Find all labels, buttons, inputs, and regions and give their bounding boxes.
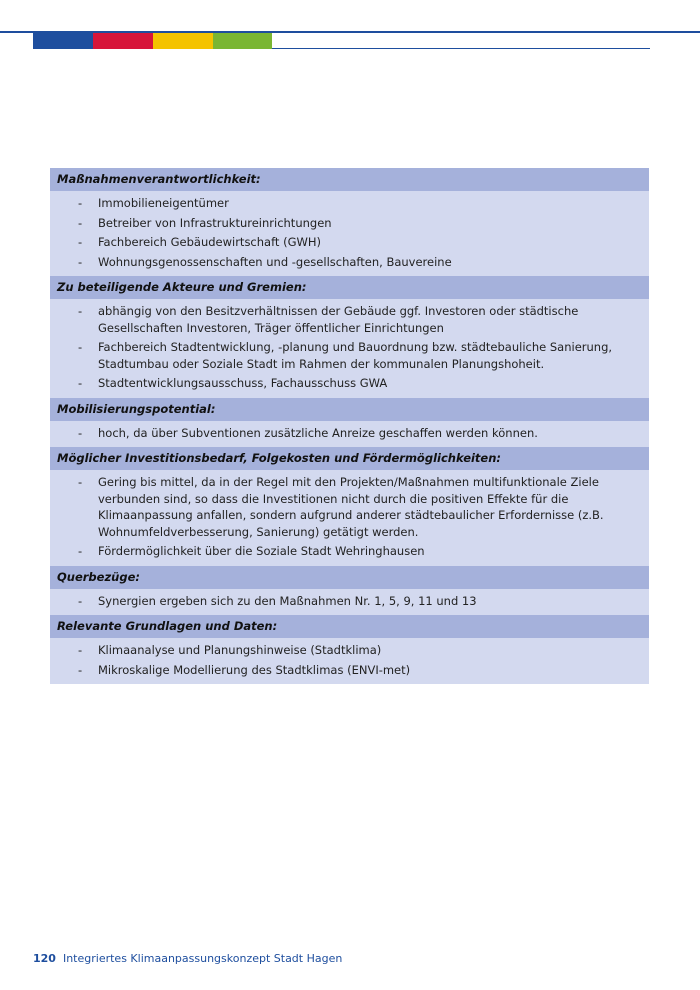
section-responsibility xyxy=(50,168,649,276)
header-underline xyxy=(272,48,650,49)
page-number: 120 xyxy=(33,952,56,965)
bullet-list xyxy=(50,593,639,610)
list-item: - Stadtentwicklungsausschuss, Fachausschuss GWA xyxy=(50,375,639,392)
list-item: - Mikroskalige Modellierung des Stadtklimas (ENVI-met) xyxy=(50,662,639,679)
list-item: - Betreiber von Infrastruktureinrichtungen xyxy=(50,215,639,232)
bullet-list xyxy=(50,425,639,442)
section-body xyxy=(50,299,649,398)
list-item: - Klimaanalyse und Planungshinweise (Stadtklima) xyxy=(50,642,639,659)
section-heading: Mobilisierungspotential: xyxy=(50,398,649,421)
color-bar-header xyxy=(0,31,700,50)
list-item: - Fachbereich Stadtentwicklung, -planung und Bauordnung bzw. städtebauliche Sanierung, Stadtumbau oder Soziale Stadt im Rahmen der kommunalen Planungshoheit. xyxy=(50,339,639,372)
list-item: - abhängig von den Besitzverhältnissen der Gebäude ggf. Investoren oder städtische Gesellschaften Investoren, Träger öffentlicher Einrichtungen xyxy=(50,303,639,336)
section-investment xyxy=(50,447,649,566)
section-stakeholders xyxy=(50,276,649,398)
list-item: - Fachbereich Gebäudewirtschaft (GWH) xyxy=(50,234,639,251)
color-segment-green xyxy=(213,33,272,49)
list-item: - Fördermöglichkeit über die Soziale Stadt Wehringhausen xyxy=(50,543,639,560)
section-body xyxy=(50,638,649,684)
measure-table xyxy=(50,168,649,684)
section-body xyxy=(50,421,649,448)
color-segment-blue xyxy=(33,33,93,49)
document-title: Integriertes Klimaanpassungskonzept Stadt Hagen xyxy=(62,952,343,965)
page-footer xyxy=(33,952,342,965)
bullet-list xyxy=(50,303,639,392)
bullet-list xyxy=(50,642,639,678)
section-cross-references xyxy=(50,566,649,616)
bullet-list xyxy=(50,195,639,270)
section-heading: Zu beteiligende Akteure und Gremien: xyxy=(50,276,649,299)
list-item: - Synergien ergeben sich zu den Maßnahmen Nr. 1, 5, 9, 11 und 13 xyxy=(50,593,639,610)
section-heading: Maßnahmenverantwortlichkeit: xyxy=(50,168,649,191)
list-item: - Immobilieneigentümer xyxy=(50,195,639,212)
list-item: - Wohnungsgenossenschaften und -gesellschaften, Bauvereine xyxy=(50,254,639,271)
section-heading: Querbezüge: xyxy=(50,566,649,589)
color-segment-red xyxy=(93,33,153,49)
bullet-list xyxy=(50,474,639,560)
list-item: - hoch, da über Subventionen zusätzliche Anreize geschaffen werden können. xyxy=(50,425,639,442)
section-body xyxy=(50,191,649,276)
section-data-basis xyxy=(50,615,649,684)
section-mobilization xyxy=(50,398,649,448)
section-heading: Möglicher Investitionsbedarf, Folgekosten und Fördermöglichkeiten: xyxy=(50,447,649,470)
color-segment-yellow xyxy=(153,33,213,49)
section-body xyxy=(50,589,649,616)
section-heading: Relevante Grundlagen und Daten: xyxy=(50,615,649,638)
list-item: - Gering bis mittel, da in der Regel mit den Projekten/Maßnahmen multifunktionale Ziele verbunden sind, so dass die Investitionen nicht durch die positiven Effekte für die Klimaanpassung anfallen, sondern aufgrund anderer städtebaulicher Erfordernisse (z.B. Wohnumfeldverbesserung, Sanierung) getätigt werden. xyxy=(50,474,639,540)
section-body xyxy=(50,470,649,566)
